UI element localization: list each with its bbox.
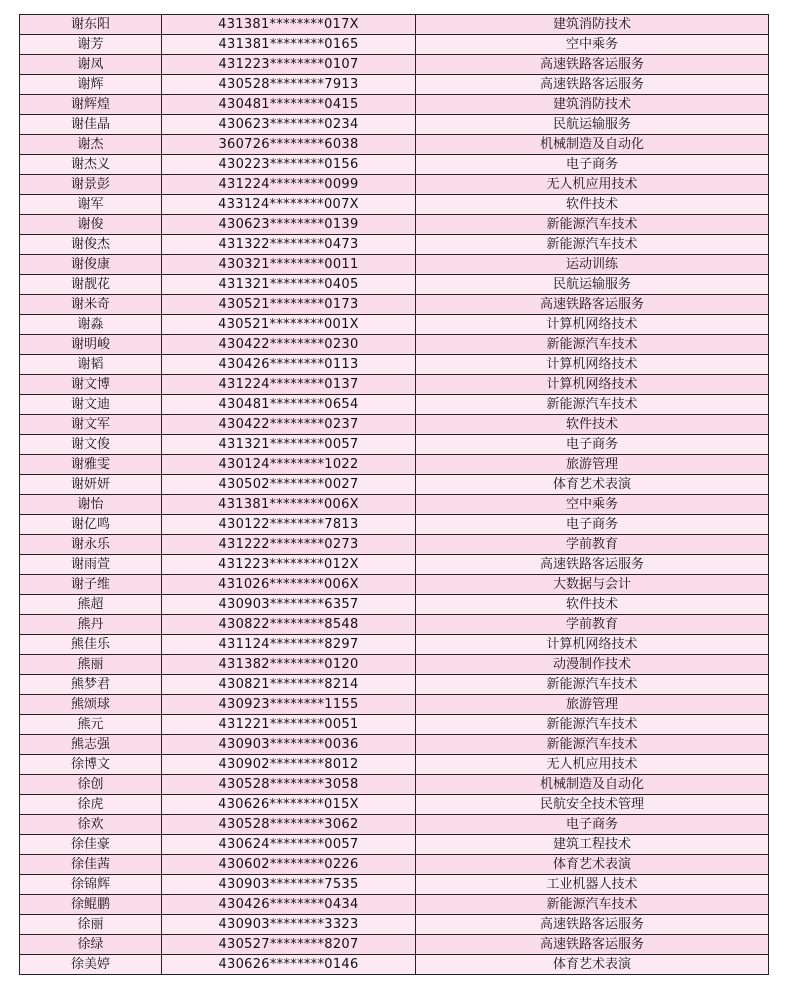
major-cell: 新能源汽车技术: [416, 895, 769, 915]
major-cell: 新能源汽车技术: [416, 735, 769, 755]
id-number-cell: 431381********0165: [162, 35, 416, 55]
major-cell: 体育艺术表演: [416, 855, 769, 875]
id-number-cell: 430528********3062: [162, 815, 416, 835]
major-cell: 体育艺术表演: [416, 955, 769, 975]
table-row: [20, 275, 769, 295]
roster-body: [20, 15, 769, 975]
student-name-cell: 谢亿鸣: [20, 515, 162, 535]
major-cell: 电子商务: [416, 435, 769, 455]
major-cell: 体育艺术表演: [416, 475, 769, 495]
id-number-cell: 430903********6357: [162, 595, 416, 615]
major-cell: 高速铁路客运服务: [416, 295, 769, 315]
major-cell: 新能源汽车技术: [416, 395, 769, 415]
student-name-cell: 熊丽: [20, 655, 162, 675]
table-row: [20, 615, 769, 635]
student-name-cell: 谢俊康: [20, 255, 162, 275]
table-row: [20, 475, 769, 495]
student-name-cell: 谢文俊: [20, 435, 162, 455]
table-row: [20, 355, 769, 375]
id-number-cell: 430422********0230: [162, 335, 416, 355]
student-name-cell: 谢雅雯: [20, 455, 162, 475]
table-row: [20, 255, 769, 275]
student-name-cell: 谢淼: [20, 315, 162, 335]
major-cell: 高速铁路客运服务: [416, 935, 769, 955]
major-cell: 建筑消防技术: [416, 15, 769, 35]
id-number-cell: 433124********007X: [162, 195, 416, 215]
table-row: [20, 455, 769, 475]
student-name-cell: 徐虎: [20, 795, 162, 815]
id-number-cell: 430903********3323: [162, 915, 416, 935]
major-cell: 计算机网络技术: [416, 315, 769, 335]
table-row: [20, 715, 769, 735]
id-number-cell: 430626********0146: [162, 955, 416, 975]
table-row: [20, 595, 769, 615]
major-cell: 空中乘务: [416, 495, 769, 515]
id-number-cell: 430321********0011: [162, 255, 416, 275]
major-cell: 新能源汽车技术: [416, 215, 769, 235]
table-row: [20, 795, 769, 815]
id-number-cell: 430426********0434: [162, 895, 416, 915]
table-row: [20, 135, 769, 155]
student-name-cell: 谢东阳: [20, 15, 162, 35]
id-number-cell: 431222********0273: [162, 535, 416, 555]
id-number-cell: 431223********012X: [162, 555, 416, 575]
table-row: [20, 195, 769, 215]
major-cell: 建筑工程技术: [416, 835, 769, 855]
table-row: [20, 955, 769, 975]
table-row: [20, 835, 769, 855]
student-name-cell: 徐锦辉: [20, 875, 162, 895]
student-name-cell: 熊志强: [20, 735, 162, 755]
student-name-cell: 谢杰: [20, 135, 162, 155]
id-number-cell: 430521********0173: [162, 295, 416, 315]
major-cell: 运动训练: [416, 255, 769, 275]
table-row: [20, 655, 769, 675]
major-cell: 无人机应用技术: [416, 175, 769, 195]
table-row: [20, 395, 769, 415]
id-number-cell: 431221********0051: [162, 715, 416, 735]
table-row: [20, 695, 769, 715]
id-number-cell: 431124********8297: [162, 635, 416, 655]
id-number-cell: 430122********7813: [162, 515, 416, 535]
table-row: [20, 735, 769, 755]
table-row: [20, 635, 769, 655]
table-row: [20, 535, 769, 555]
table-row: [20, 215, 769, 235]
table-row: [20, 755, 769, 775]
id-number-cell: 430528********3058: [162, 775, 416, 795]
student-name-cell: 熊元: [20, 715, 162, 735]
student-name-cell: 谢军: [20, 195, 162, 215]
major-cell: 软件技术: [416, 415, 769, 435]
student-name-cell: 谢靓花: [20, 275, 162, 295]
major-cell: 动漫制作技术: [416, 655, 769, 675]
id-number-cell: 430124********1022: [162, 455, 416, 475]
table-row: [20, 675, 769, 695]
table-row: [20, 775, 769, 795]
table-row: [20, 875, 769, 895]
id-number-cell: 431026********006X: [162, 575, 416, 595]
major-cell: 建筑消防技术: [416, 95, 769, 115]
student-name-cell: 徐美婷: [20, 955, 162, 975]
id-number-cell: 431321********0405: [162, 275, 416, 295]
table-row: [20, 555, 769, 575]
student-name-cell: 徐欢: [20, 815, 162, 835]
student-name-cell: 谢景彭: [20, 175, 162, 195]
table-row: [20, 295, 769, 315]
table-row: [20, 115, 769, 135]
student-name-cell: 谢辉: [20, 75, 162, 95]
table-row: [20, 315, 769, 335]
student-roster-table: [19, 14, 769, 975]
table-row: [20, 515, 769, 535]
student-name-cell: 谢妍妍: [20, 475, 162, 495]
id-number-cell: 431322********0473: [162, 235, 416, 255]
major-cell: 民航安全技术管理: [416, 795, 769, 815]
id-number-cell: 430602********0226: [162, 855, 416, 875]
id-number-cell: 430903********7535: [162, 875, 416, 895]
major-cell: 新能源汽车技术: [416, 715, 769, 735]
student-name-cell: 徐博文: [20, 755, 162, 775]
student-name-cell: 谢芳: [20, 35, 162, 55]
student-name-cell: 熊佳乐: [20, 635, 162, 655]
table-row: [20, 415, 769, 435]
student-name-cell: 谢韬: [20, 355, 162, 375]
student-name-cell: 谢永乐: [20, 535, 162, 555]
table-row: [20, 375, 769, 395]
table-row: [20, 235, 769, 255]
student-name-cell: 谢怡: [20, 495, 162, 515]
major-cell: 电子商务: [416, 815, 769, 835]
table-row: [20, 95, 769, 115]
table-row: [20, 435, 769, 455]
major-cell: 新能源汽车技术: [416, 675, 769, 695]
id-number-cell: 430821********8214: [162, 675, 416, 695]
table-row: [20, 855, 769, 875]
student-name-cell: 谢文博: [20, 375, 162, 395]
major-cell: 机械制造及自动化: [416, 775, 769, 795]
table-row: [20, 575, 769, 595]
id-number-cell: 430923********1155: [162, 695, 416, 715]
id-number-cell: 430502********0027: [162, 475, 416, 495]
table-row: [20, 915, 769, 935]
student-name-cell: 徐鲲鹏: [20, 895, 162, 915]
student-name-cell: 谢雨萱: [20, 555, 162, 575]
major-cell: 新能源汽车技术: [416, 335, 769, 355]
id-number-cell: 430624********0057: [162, 835, 416, 855]
major-cell: 新能源汽车技术: [416, 235, 769, 255]
id-number-cell: 430528********7913: [162, 75, 416, 95]
major-cell: 计算机网络技术: [416, 635, 769, 655]
major-cell: 软件技术: [416, 595, 769, 615]
major-cell: 旅游管理: [416, 455, 769, 475]
table-row: [20, 175, 769, 195]
id-number-cell: 431382********0120: [162, 655, 416, 675]
student-name-cell: 熊丹: [20, 615, 162, 635]
id-number-cell: 430223********0156: [162, 155, 416, 175]
id-number-cell: 431224********0137: [162, 375, 416, 395]
id-number-cell: 430623********0234: [162, 115, 416, 135]
id-number-cell: 430623********0139: [162, 215, 416, 235]
id-number-cell: 430527********8207: [162, 935, 416, 955]
major-cell: 软件技术: [416, 195, 769, 215]
student-name-cell: 谢俊杰: [20, 235, 162, 255]
table-row: [20, 935, 769, 955]
table-row: [20, 15, 769, 35]
id-number-cell: 430903********0036: [162, 735, 416, 755]
major-cell: 无人机应用技术: [416, 755, 769, 775]
id-number-cell: 431321********0057: [162, 435, 416, 455]
student-name-cell: 谢米奇: [20, 295, 162, 315]
student-name-cell: 谢文迪: [20, 395, 162, 415]
student-name-cell: 熊梦君: [20, 675, 162, 695]
student-name-cell: 谢辉煌: [20, 95, 162, 115]
id-number-cell: 430521********001X: [162, 315, 416, 335]
table-row: [20, 75, 769, 95]
id-number-cell: 430902********8012: [162, 755, 416, 775]
major-cell: 电子商务: [416, 515, 769, 535]
id-number-cell: 360726********6038: [162, 135, 416, 155]
student-name-cell: 熊颂球: [20, 695, 162, 715]
id-number-cell: 430481********0654: [162, 395, 416, 415]
student-name-cell: 徐绿: [20, 935, 162, 955]
student-name-cell: 徐佳茜: [20, 855, 162, 875]
student-name-cell: 谢文军: [20, 415, 162, 435]
id-number-cell: 431381********017X: [162, 15, 416, 35]
student-name-cell: 谢凤: [20, 55, 162, 75]
major-cell: 高速铁路客运服务: [416, 915, 769, 935]
table-row: [20, 895, 769, 915]
major-cell: 大数据与会计: [416, 575, 769, 595]
student-name-cell: 徐丽: [20, 915, 162, 935]
id-number-cell: 430422********0237: [162, 415, 416, 435]
major-cell: 电子商务: [416, 155, 769, 175]
roster-sheet: [19, 14, 768, 975]
major-cell: 计算机网络技术: [416, 355, 769, 375]
table-row: [20, 35, 769, 55]
student-name-cell: 谢佳晶: [20, 115, 162, 135]
major-cell: 高速铁路客运服务: [416, 555, 769, 575]
table-row: [20, 55, 769, 75]
major-cell: 高速铁路客运服务: [416, 75, 769, 95]
major-cell: 计算机网络技术: [416, 375, 769, 395]
id-number-cell: 430426********0113: [162, 355, 416, 375]
major-cell: 高速铁路客运服务: [416, 55, 769, 75]
table-row: [20, 495, 769, 515]
table-row: [20, 155, 769, 175]
major-cell: 空中乘务: [416, 35, 769, 55]
major-cell: 工业机器人技术: [416, 875, 769, 895]
student-name-cell: 熊超: [20, 595, 162, 615]
major-cell: 民航运输服务: [416, 115, 769, 135]
student-name-cell: 谢子维: [20, 575, 162, 595]
id-number-cell: 431381********006X: [162, 495, 416, 515]
table-row: [20, 335, 769, 355]
id-number-cell: 430626********015X: [162, 795, 416, 815]
id-number-cell: 431224********0099: [162, 175, 416, 195]
major-cell: 学前教育: [416, 615, 769, 635]
table-row: [20, 815, 769, 835]
major-cell: 民航运输服务: [416, 275, 769, 295]
student-name-cell: 徐佳豪: [20, 835, 162, 855]
id-number-cell: 430822********8548: [162, 615, 416, 635]
major-cell: 旅游管理: [416, 695, 769, 715]
major-cell: 机械制造及自动化: [416, 135, 769, 155]
student-name-cell: 谢明峻: [20, 335, 162, 355]
id-number-cell: 431223********0107: [162, 55, 416, 75]
student-name-cell: 谢杰义: [20, 155, 162, 175]
major-cell: 学前教育: [416, 535, 769, 555]
student-name-cell: 徐创: [20, 775, 162, 795]
student-name-cell: 谢俊: [20, 215, 162, 235]
id-number-cell: 430481********0415: [162, 95, 416, 115]
